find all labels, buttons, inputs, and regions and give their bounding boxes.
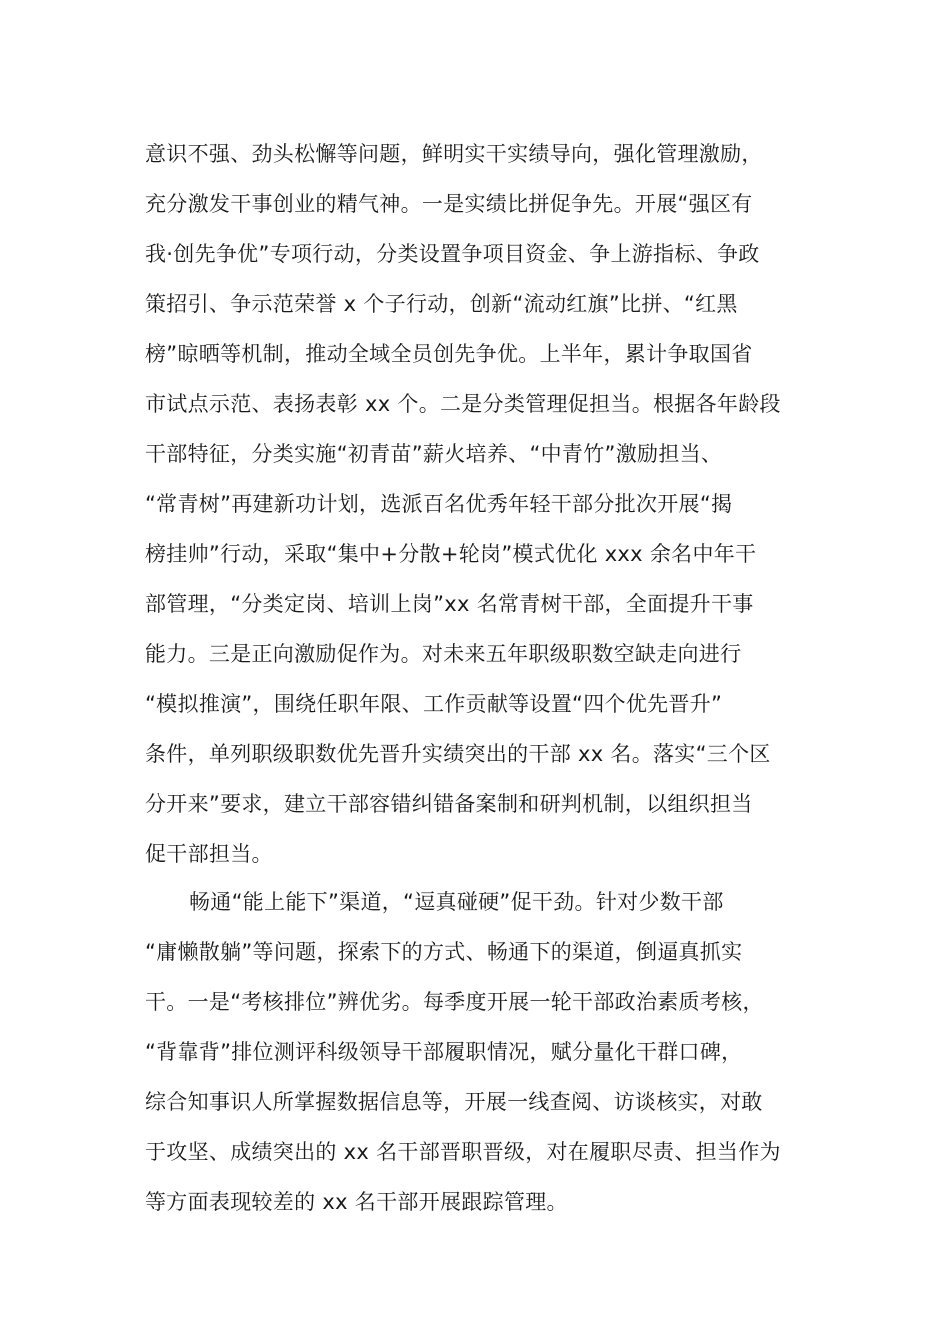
text-line: 于攻坚、成绩突出的 xx 名干部晋职晋级，对在履职尽责、担当作为 bbox=[145, 1140, 781, 1164]
text-line: 意识不强、劲头松懈等问题，鲜明实干实绩导向，强化管理激励， bbox=[145, 142, 763, 166]
text-line: “庸懒散躺”等问题，探索下的方式、畅通下的渠道，倒逼真抓实 bbox=[145, 940, 743, 964]
text-line: 我·创先争优”专项行动，分类设置争项目资金、争上游指标、争政 bbox=[145, 242, 760, 266]
text-line: “模拟推演”，围绕任职年限、工作贡献等设置“四个优先晋升” bbox=[145, 692, 723, 716]
text-line: 促干部担当。 bbox=[145, 842, 273, 866]
text-line: 等方面表现较差的 xx 名干部开展跟踪管理。 bbox=[145, 1190, 568, 1214]
text-line: 榜”晾晒等机制，推动全域全员创先争优。上半年，累计争取国省 bbox=[145, 342, 753, 366]
text-line: 分开来”要求，建立干部容错纠错备案制和研判机制，以组织担当 bbox=[145, 792, 753, 816]
text-line: 干部特征，分类实施“初青苗”薪火培养、“中青竹”激励担当、 bbox=[145, 442, 723, 466]
text-line: 策招引、争示范荣誉 x 个子行动，创新“流动红旗”比拼、“红黑 bbox=[145, 292, 738, 316]
text-line: 干。一是“考核排位”辨优劣。每季度开展一轮干部政治素质考核， bbox=[145, 990, 764, 1014]
text-line: 部管理，“分类定岗、培训上岗”xx 名常青树干部，全面提升干事 bbox=[145, 592, 754, 616]
text-line: 条件，单列职级职数优先晋升实绩突出的干部 xx 名。落实“三个区 bbox=[145, 742, 771, 766]
text-line: 畅通“能上能下”渠道，“逗真碰硬”促干劲。针对少数干部 bbox=[189, 890, 724, 914]
text-line: 榜挂帅”行动，采取“集中+分散+轮岗”模式优化 xxx 余名中年干 bbox=[145, 542, 757, 566]
text-line: “常青树”再建新功计划，选派百名优秀年轻干部分批次开展“揭 bbox=[145, 492, 733, 516]
text-line: 综合知事识人所掌握数据信息等，开展一线查阅、访谈核实，对敢 bbox=[145, 1090, 763, 1114]
text-line: “背靠背”排位测评科级领导干部履职情况，赋分量化干群口碑， bbox=[145, 1040, 743, 1064]
text-line: 市试点示范、表扬表彰 xx 个。二是分类管理促担当。根据各年龄段 bbox=[145, 392, 781, 416]
text-line: 能力。三是正向激励促作为。对未来五年职级职数空缺走向进行 bbox=[145, 642, 742, 666]
text-line: 充分激发干事创业的精气神。一是实绩比拼促争先。开展“强区有 bbox=[145, 192, 753, 216]
